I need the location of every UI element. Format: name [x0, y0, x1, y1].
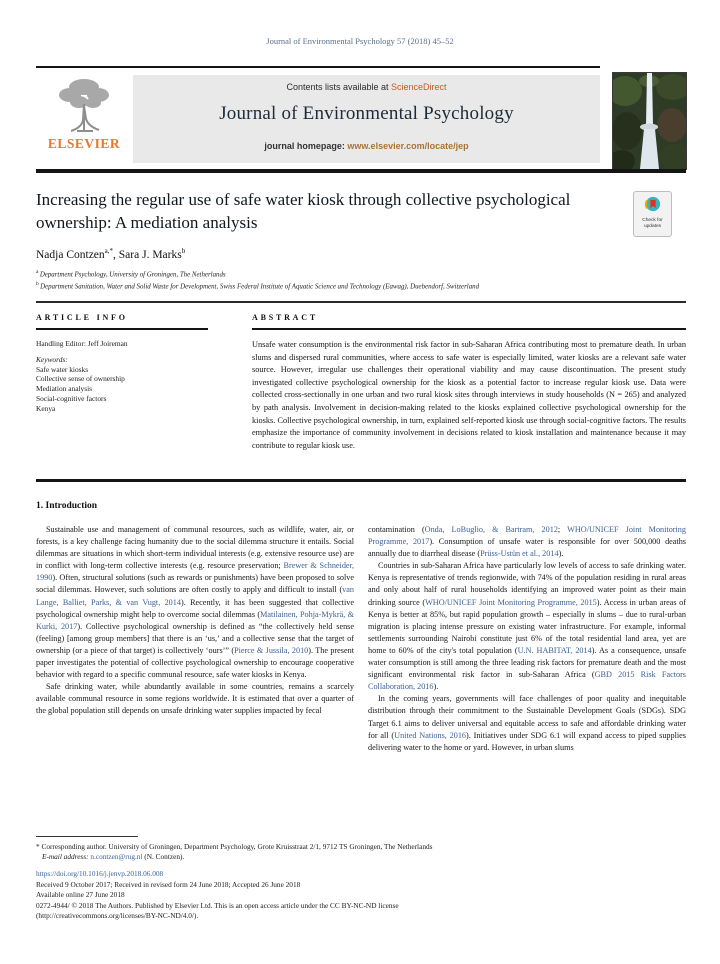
body-text: ). Consumption of unsafe water is responsible for over 500,000 deaths annually due to diarrheal disease ( [368, 537, 686, 559]
running-head-citation: Journal of Environmental Psychology 57 (2018) 45–52 [266, 36, 454, 46]
footnote-corresponding [36, 842, 616, 863]
contents-line [133, 82, 600, 92]
paragraph [36, 681, 354, 717]
abstract-column [252, 313, 686, 452]
banner-rule-bottom [36, 169, 686, 173]
citation-link[interactable]: Brewer & Schneider, 1990 [36, 561, 355, 583]
received-dates: Received 9 October 2017; Received in revised form 24 June 2018; Accepted 26 June 2018 [36, 879, 301, 889]
email-line [36, 852, 616, 862]
author-2[interactable]: Sara J. Marks [118, 248, 182, 261]
paragraph [36, 524, 354, 681]
keywords-label: Keywords: [36, 354, 68, 364]
email-suffix: (N. Contzen). [142, 852, 185, 862]
affiliation-a-sup: a [36, 269, 40, 275]
corresponding-author-note: * Corresponding author. University of Groningen, Department Psychology, Grote Kruisstraat 2/1, 9712 TS Groningen, The Netherlands [36, 842, 433, 851]
article-info-heading: ARTICLE INFO [36, 313, 128, 322]
info-section-rule-top [36, 301, 686, 303]
available-online: Available online 27 June 2018 [36, 890, 125, 900]
affiliation-b-text: Department Sanitation, Water and Solid Waste for Development, Swiss Federal Institute of Aquatic Science and Technology (Eawag), Duebendorf, Switzerland [40, 283, 480, 291]
homepage-url-link[interactable]: www.elsevier.com/locate/jep [347, 141, 469, 151]
issn-copyright-line: 0272-4944/ © 2018 The Authors. Published by Elsevier Ltd. This is an open access article under the CC BY-NC-ND license [36, 900, 399, 910]
author-2-sup: b [181, 247, 186, 255]
citation-link[interactable]: Pierce & Jussila, 2010 [234, 645, 309, 655]
abstract-heading-rule [252, 328, 686, 330]
body-text: ; [557, 525, 568, 534]
body-text: Countries in sub-Saharan Africa have particularly low levels of access to safe drinking water. Kenya is representative of trends regionwide, with 74% of the population residing in rural areas and only about half of rural households identifying an improved water point as their main drinking source ( [368, 561, 686, 607]
email-label: E-mail address: [42, 852, 91, 862]
body-text: ). Access in urban areas of Kenya is better at 85%, but rapid population growth – especially in slums – due to rural-urban migration is placing intense pressure on existing water infrastructure. For example, informal settlements surrounding Nairobi constitute just 6% of the total residential land area, yet are home to 60% of the city's total population ( [368, 597, 687, 655]
crossmark-icon [644, 195, 662, 213]
paragraph [368, 524, 686, 560]
citation-link[interactable]: United Nations, 2016 [394, 730, 467, 740]
body-column-right [368, 524, 686, 754]
author-1[interactable]: Nadja Contzen [36, 248, 105, 261]
body-text: ). [558, 549, 564, 559]
body-text: Sustainable use and management of communal resources, such as wildlife, water, air, or forests, is a key challenge facing humanity due to the social dilemma structure it entails. Social dilemmas are situations in which short-term individual interests (e.g. extensive resource use) are in conflict with long-term collective interests (e.g. resource preservation; [36, 525, 354, 571]
elsevier-wordmark: ELSEVIER [47, 136, 121, 151]
check-for-updates-badge[interactable] [633, 191, 672, 237]
affiliation-b-sup: b [36, 280, 41, 287]
abstract-text: Unsafe water consumption is the environmental risk factor in sub-Saharan Africa contributing most to premature death. In urban slums and dispersed rural communities, where access to safe water is especially limited, water kiosks are a relevant safe water source. However, irregular use challenges their operational viability and may cause discontinuation. The present study investigated collective psychological ownership for the kiosk as a potential factor to increase regular kiosk use. Data were collected cross-sectionally in one urban and two rural kiosk sites through interviews in study households (N = 265) and analyzed by path analysis. Involvement in decision-making related to the kiosks explained collective psychological ownership for the kiosks. Collective psychological ownership, in turn, explained self-reported kiosk use through social-cognitive factors. The results emphasize the importance of community involvement in decisions related to kiosk installation and maintenance because it may contribute to regular kiosk use. [252, 340, 686, 450]
paragraph [368, 693, 686, 753]
authors-line [36, 247, 185, 261]
paragraph [368, 560, 686, 693]
citation-link[interactable]: U.N. HABITAT, 2014 [517, 645, 592, 655]
header-rule-top [36, 66, 600, 68]
waterfall-cover-art [613, 73, 686, 169]
homepage-label: journal homepage: [264, 141, 348, 151]
abstract-heading: ABSTRACT [252, 313, 318, 322]
body-text: ). Recently, it has been suggested that collective psychological ownership might help to overcome social dilemmas ( [36, 597, 354, 619]
contents-prefix: Contents lists available at [286, 82, 392, 92]
article-info-column [36, 313, 208, 414]
affiliation-b [36, 280, 676, 292]
body-text: ). The present paper investigates the potential of collective psychological ownership to encourage cooperative behavior with regard to a specific communal resource, safe water kiosks in Kenya. [36, 645, 354, 680]
author-1-sup: a,* [104, 247, 114, 255]
citation-link[interactable]: Onda, LoBuglio, & Bartram, 2012 [424, 525, 558, 534]
affiliation-a-text: Department Psychology, University of Groningen, The Netherlands [39, 271, 226, 279]
keyword-item: Mediation analysis [36, 384, 93, 394]
body-text: ). Collective psychological ownership is defined as “the collectively held sense (feeling) [among group members] that there is an ‘us,’ and a collective sense that the target of ownership (or a piece of that target) is collectively ‘ours’” ( [36, 621, 354, 655]
keyword-item: Collective sense of ownership [36, 374, 125, 384]
journal-banner [133, 75, 600, 163]
journal-title: Journal of Environmental Psychology [219, 103, 514, 124]
citation-link[interactable]: van Lange, Balliet, Parks, & van Vugt, 2014 [36, 585, 354, 607]
affiliations [36, 268, 676, 292]
article-title: Increasing the regular use of safe water kiosk through collective psychological ownership: A mediation analysis [36, 190, 571, 233]
doi-link[interactable]: https://doi.org/10.1016/j.jenvp.2018.06.008 [36, 869, 164, 878]
email-link[interactable]: n.contzen@rug.nl [90, 852, 143, 862]
citation-link[interactable]: WHO/UNICEF Joint Monitoring Programme, 2015 [425, 597, 597, 607]
keyword-item: Kenya [36, 403, 56, 413]
license-line: (http://creativecommons.org/licenses/BY-NC-ND/4.0/). [36, 911, 199, 921]
keyword-item: Safe water kiosks [36, 364, 89, 374]
sciencedirect-link[interactable]: ScienceDirect [391, 82, 447, 92]
affiliation-a [36, 268, 676, 280]
footnote-meta [36, 869, 656, 922]
elsevier-tree-icon [38, 76, 130, 138]
elsevier-logo[interactable] [38, 76, 130, 164]
check-badge-label: Check for updates [642, 218, 663, 229]
section-1-heading: 1. Introduction [36, 501, 98, 511]
citation-link[interactable]: Matilainen, Pohja-Mykrä, & Kurki, 2017 [36, 609, 354, 631]
keywords-list [36, 365, 208, 414]
body-text: Safe drinking water, while abundantly available in some countries, remains a scarcely available communal resource in some regions worldwide. It is estimated that over a quarter of the global population still depends on unsafe drinking water supplies impacted by fecal [36, 682, 354, 716]
body-text: ). Often, structural solutions (such as rewards or punishments) have been proposed to solve social dilemmas. However, such solutions are often costly to apply and difficult to install ( [36, 573, 354, 595]
handling-editor: Handling Editor: Jeff Joireman [36, 339, 128, 348]
footnote-rule [36, 836, 138, 837]
journal-cover-image [612, 72, 687, 170]
citation-link[interactable]: Prüss-Ustün et al., 2014 [480, 549, 559, 559]
homepage-line [133, 141, 600, 151]
body-text: contamination ( [368, 525, 425, 534]
body-text: ). [433, 682, 439, 692]
body-column-left [36, 524, 354, 718]
keyword-item: Social-cognitive factors [36, 393, 107, 403]
author-separator: , [113, 248, 119, 261]
info-section-rule-bottom [36, 479, 686, 482]
article-info-heading-rule [36, 328, 208, 330]
citation-link[interactable]: GBD 2015 Risk Factors Collaboration, 2016 [368, 670, 686, 692]
body-text: ). Initiatives under SDG 6.1 will expand access to piped supplies delivering water to the home or yard. However, in urban slums [368, 730, 686, 752]
citation-link[interactable]: WHO/UNICEF Joint Monitoring Programme, 2017 [368, 525, 686, 547]
body-text: ). As a consequence, unsafe water consumption is still among the three leading risk factors for premature death and the most significant environmental risk factor in sub-Saharan Africa ( [368, 645, 686, 680]
body-text: In the coming years, governments will face challenges of poor quality and inequitable distribution through their commitment to the Sustainable Development Goals (SDGs). SDG Target 6.1 aims to deliver universal and equitable access to safe and affordable drinking water for all ( [368, 694, 686, 740]
